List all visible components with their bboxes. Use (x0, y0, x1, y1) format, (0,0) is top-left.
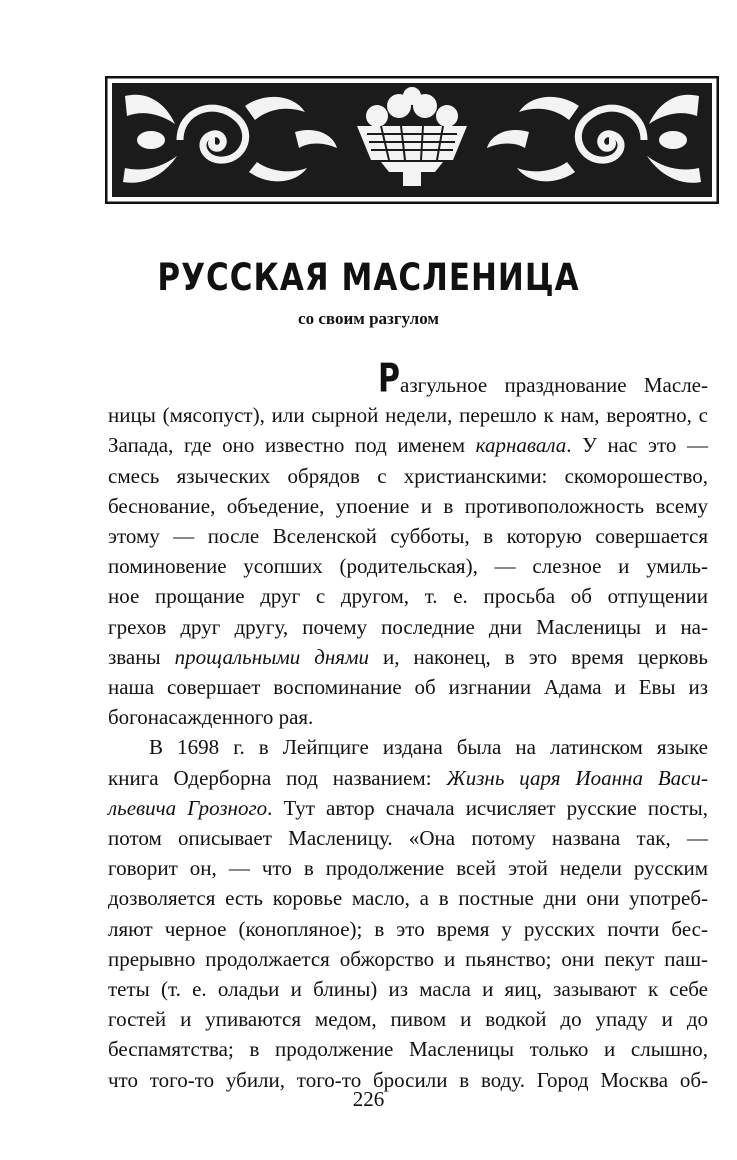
drop-cap: Р (378, 356, 400, 403)
text-line: теты (т. е. оладьи и блины) из масла и яиц, зазывают к себе (108, 977, 708, 1002)
text-line: беснование, объедение, упоение и в противоположность всему (108, 493, 708, 518)
floral-headpiece-ornament (105, 76, 719, 204)
text-line: дозволяется есть коровье масло, а в постные дни они употреб- (108, 886, 708, 911)
text-line: книга Одерборна под названием: Жизнь царя Иоанна Васи- (108, 765, 708, 790)
text-line: грехов друг другу, почему последние дни Масленицы и на- (108, 614, 708, 639)
text-line: потом описывает Масленицу. «Она потому названа так, — (108, 826, 708, 851)
text-line: ницы (мясопуст), или сырной недели, перешло к нам, вероятно, с (108, 403, 708, 428)
text-line: что того-то убили, того-то бросили в воду. Город Москва об- (108, 1067, 708, 1092)
text-line: льевича Грозного. Тут автор сначала исчисляет русские посты, (108, 795, 708, 820)
text-line: ляют черное (конопляное); в это время у русских почти бес- (108, 916, 708, 941)
text-line: ное прощание друг с другом, т. е. просьба об отпущении (108, 584, 708, 609)
text-line: смесь языческих обрядов с христианскими: скоморошество, (108, 463, 708, 488)
chapter-subtitle: со своим разгулом (298, 309, 439, 328)
text-line: прерывно продолжается обжорство и пьянство; они пекут паш- (108, 946, 708, 971)
text-line: наша совершает воспоминание об изгнании Адама и Евы из (108, 675, 708, 700)
text-line: беспамятства; в продолжение Масленицы только и слышно, (108, 1037, 708, 1062)
text-line: этому — после Вселенской субботы, в которую совершается (108, 524, 708, 549)
text-line: званы прощальными днями и, наконец, в это время церковь (108, 644, 709, 669)
page-number: 226 (352, 1087, 385, 1111)
text-line: поминовение усопших (родительская), — слезное и умиль- (108, 554, 708, 579)
text-line: В 1698 г. в Лейпциге издана была на латинском языке (149, 735, 708, 760)
text-line: богонасажденного рая. (108, 705, 314, 730)
text-line: гостей и упиваются медом, пивом и водкой до упаду и до (108, 1007, 708, 1032)
text-line: Запада, где оно известно под именем карнавала. У нас это — (108, 433, 708, 458)
chapter-title: РУССКАЯ МАСЛЕНИЦА (157, 256, 580, 300)
text-line: говорит он, — что в продолжение всей этой недели русским (108, 856, 708, 881)
body-text (108, 356, 709, 1095)
text-line: Разгульное празднование Масле- (378, 356, 708, 403)
